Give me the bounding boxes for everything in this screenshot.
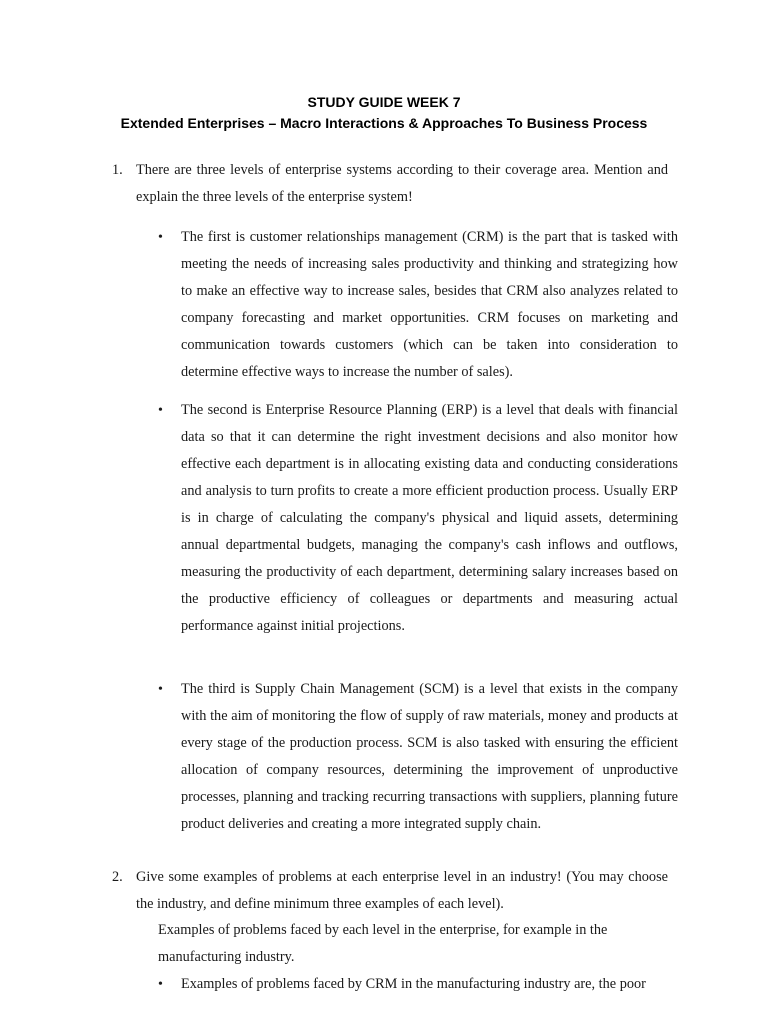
list-item	[158, 224, 678, 386]
question-number: 1.	[112, 162, 123, 178]
bullet-icon: •	[158, 403, 163, 418]
list-item	[158, 676, 678, 838]
list-item-text: Examples of problems faced by CRM in the manufacturing industry are, the poor	[181, 976, 646, 992]
list-item-text: The first is customer relationships management (CRM) is the part that is tasked with meeting the needs of increasing sales productivity and thinking and strategizing how to make an effective way to increase sales, besides that CRM also analyzes related to company forecasting and market opportunities. CRM focuses on marketing and communication towards customers (which can be taken into consideration to determine effective ways to increase the number of sales).	[181, 229, 678, 380]
list-item	[158, 397, 678, 640]
bullet-icon: •	[158, 977, 163, 992]
question-text: Give some examples of problems at each enterprise level in an industry! (You may choose the industry, and define minimum three examples of each level).	[136, 869, 668, 912]
list-item-text: The third is Supply Chain Management (SCM) is a level that exists in the company with the aim of monitoring the flow of supply of raw materials, money and products at every stage of the production process. SCM is also tasked with ensuring the efficient allocation of company resources, determining the improvement of unproductive processes, planning and tracking recurring transactions with suppliers, planning future product deliveries and creating a more integrated supply chain.	[181, 681, 678, 832]
question-2	[112, 864, 668, 918]
document-title: STUDY GUIDE WEEK 7	[307, 94, 461, 110]
bullet-icon: •	[158, 230, 163, 245]
question-1	[112, 157, 668, 211]
question-text: There are three levels of enterprise systems according to their coverage area. Mention and explain the three levels of the enterprise system!	[136, 162, 668, 205]
bullet-icon: •	[158, 682, 163, 697]
answer-intro: Examples of problems faced by each level in the enterprise, for example in the manufacturing industry.	[158, 922, 608, 965]
question-number: 2.	[112, 869, 123, 885]
document-subtitle: Extended Enterprises – Macro Interactions & Approaches To Business Process	[120, 115, 648, 131]
list-item	[158, 971, 678, 998]
list-item-text: The second is Enterprise Resource Planning (ERP) is a level that deals with financial data so that it can determine the right investment decisions and also monitor how effective each department is in allocating existing data and conducting considerations and analysis to turn profits to create a more efficient production process. Usually ERP is in charge of calculating the company's physical and liquid assets, determining annual departmental budgets, managing the company's cash inflows and outflows, measuring the productivity of each department, determining salary increases based on the productive efficiency of colleagues or departments and measuring actual performance against initial projections.	[181, 402, 678, 634]
